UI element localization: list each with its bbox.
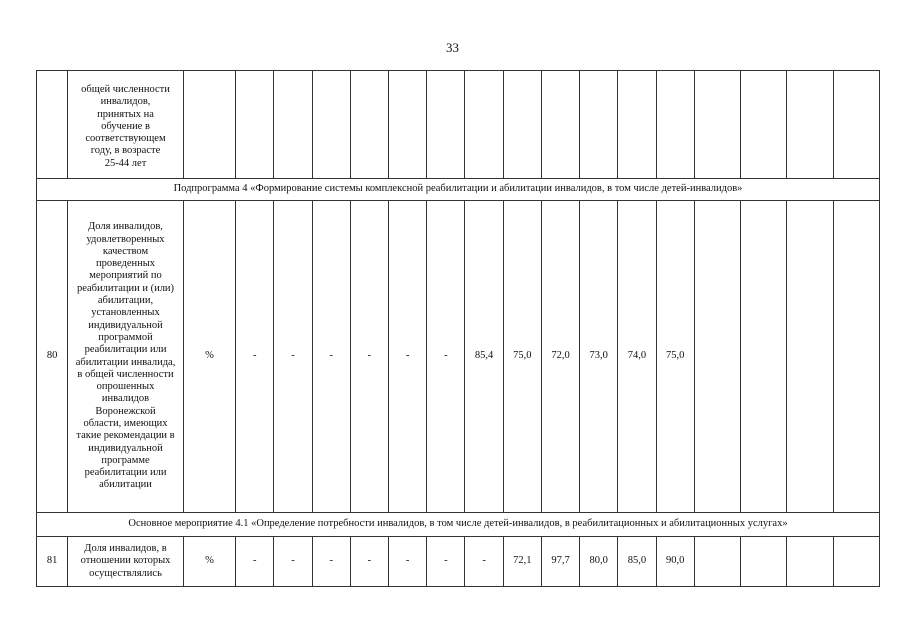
value-cell (618, 71, 656, 179)
value-cell: - (389, 537, 427, 587)
value-cell: 80,0 (580, 537, 618, 587)
indicator-name-line: Доля инвалидов, (88, 221, 163, 233)
indicator-name-line: области, имеющих (83, 417, 168, 429)
section-title: Основное мероприятие 4.1 «Определение потребности инвалидов, в том числе детей-инвалидов, в реабилитационных и абилитационных услугах» (37, 513, 880, 537)
value-cell: 90,0 (656, 537, 694, 587)
unit-cell: % (183, 201, 235, 513)
value-cell (694, 71, 740, 179)
row-number (37, 71, 68, 179)
value-cell (694, 537, 740, 587)
section-row (37, 179, 880, 201)
indicator-name-line: принятых на (97, 108, 154, 120)
indicator-name-line: осуществлялись (89, 567, 162, 579)
indicator-name-line: мероприятий по (89, 270, 162, 282)
indicator-name-line: Доля инвалидов, в (84, 543, 167, 555)
value-cell: - (236, 201, 274, 513)
value-cell (741, 71, 787, 179)
indicator-name-line: соответствующем (85, 133, 166, 145)
value-cell (656, 71, 694, 179)
indicator-name-line: абилитации, (97, 295, 154, 307)
indicator-name-line: обучение в (101, 120, 150, 132)
indicator-name-line: инвалидов (101, 393, 150, 405)
value-cell: 75,0 (503, 201, 541, 513)
value-cell: - (389, 201, 427, 513)
indicator-name-line: реабилитации и (или) (76, 282, 175, 294)
row-number: 81 (37, 537, 68, 587)
unit-cell (183, 71, 235, 179)
value-cell: - (274, 201, 312, 513)
value-cell (427, 71, 465, 179)
indicator-name-line: качеством (102, 245, 149, 257)
value-cell: - (274, 537, 312, 587)
indicator-name-line: реабилитации или (84, 467, 167, 479)
indicator-name (68, 201, 184, 513)
value-cell (503, 71, 541, 179)
indicator-row (37, 201, 880, 513)
row-number: 80 (37, 201, 68, 513)
section-title: Подпрограмма 4 «Формирование системы комплексной реабилитации и абилитации инвалидов, в том числе детей-инвалидов» (37, 179, 880, 201)
indicator-row (37, 537, 880, 587)
indicator-name-line: опрошенных (96, 381, 155, 393)
value-cell (833, 537, 879, 587)
value-cell: 74,0 (618, 201, 656, 513)
indicator-name (68, 71, 184, 179)
indicator-name-line: абилитации инвалида, (75, 356, 176, 368)
value-cell (580, 71, 618, 179)
indicator-name-line: индивидуальной (88, 442, 163, 454)
indicator-name-line: Воронежской (95, 405, 156, 417)
indicator-name-line: индивидуальной (88, 319, 163, 331)
value-cell (787, 201, 833, 513)
value-cell: - (427, 201, 465, 513)
indicator-name-line: в общей численности (77, 368, 174, 380)
indicator-name-line: инвалидов, (100, 96, 151, 108)
value-cell: - (312, 537, 350, 587)
value-cell: - (465, 537, 503, 587)
value-cell (350, 71, 388, 179)
value-cell (741, 537, 787, 587)
indicator-name-line: абилитации (99, 479, 152, 491)
value-cell: 73,0 (580, 201, 618, 513)
page-number: 33 (446, 40, 459, 55)
value-cell: 72,0 (541, 201, 579, 513)
value-cell: - (350, 537, 388, 587)
value-cell: - (312, 201, 350, 513)
indicator-name-line: реабилитации или (84, 344, 167, 356)
indicator-name-line: отношении которых (80, 555, 171, 567)
value-cell (465, 71, 503, 179)
value-cell (541, 71, 579, 179)
indicator-name-line: удовлетворенных (86, 233, 165, 245)
value-cell (787, 71, 833, 179)
indicator-name-line: программе (101, 454, 150, 466)
value-cell (741, 201, 787, 513)
value-cell: - (350, 201, 388, 513)
value-cell: 97,7 (541, 537, 579, 587)
value-cell (312, 71, 350, 179)
value-cell: 75,0 (656, 201, 694, 513)
indicator-name-line: 25-44 лет (104, 157, 147, 169)
value-cell: 85,4 (465, 201, 503, 513)
indicator-row (37, 71, 880, 179)
value-cell (389, 71, 427, 179)
value-cell: - (427, 537, 465, 587)
section-row (37, 513, 880, 537)
value-cell (833, 71, 879, 179)
value-cell: 85,0 (618, 537, 656, 587)
value-cell (236, 71, 274, 179)
value-cell (694, 201, 740, 513)
indicator-name-line: программой (98, 331, 153, 343)
indicator-name-line: установленных (91, 307, 160, 319)
value-cell (787, 537, 833, 587)
indicator-name-line: году, в возрасте (90, 145, 161, 157)
value-cell: - (236, 537, 274, 587)
indicator-name-line: такие рекомендации в (76, 430, 175, 442)
value-cell (833, 201, 879, 513)
indicator-name-line: общей численности (81, 83, 170, 95)
value-cell: 72,1 (503, 537, 541, 587)
indicators-table (36, 70, 880, 587)
value-cell (274, 71, 312, 179)
indicator-name (68, 537, 184, 587)
unit-cell: % (183, 537, 235, 587)
indicator-name-line: проведенных (95, 258, 156, 270)
